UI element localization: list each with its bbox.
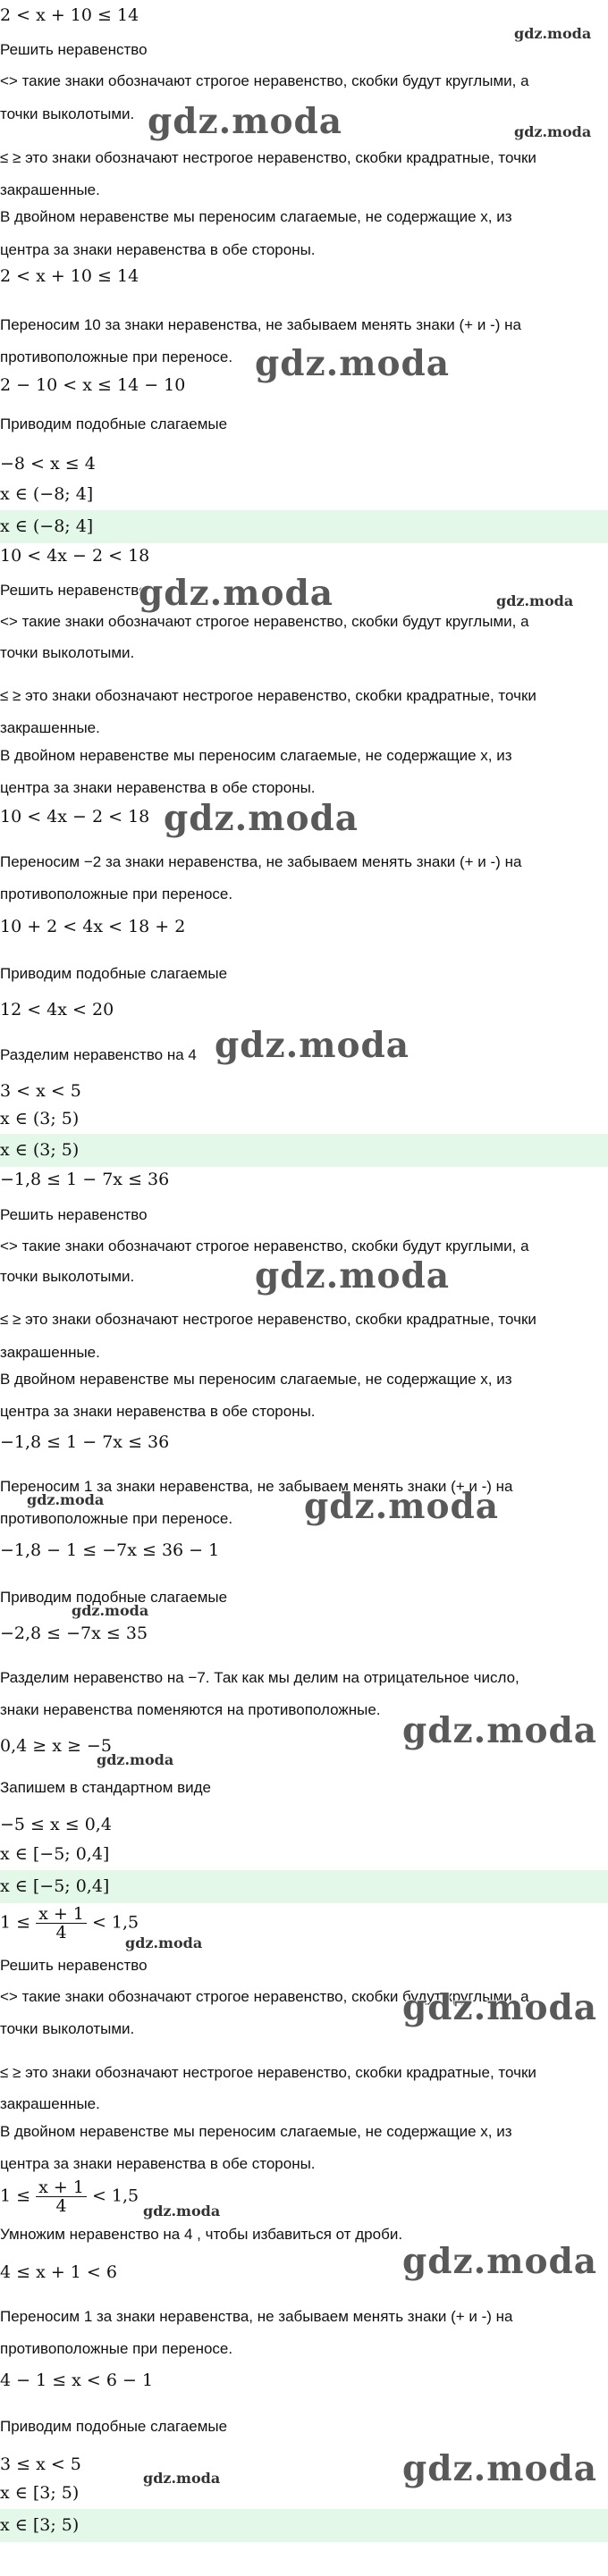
text-line: Приводим подобные слагаемые (0, 415, 228, 432)
text-line: Решить неравенство (0, 1957, 148, 1974)
answer-highlight (0, 1134, 608, 1167)
watermark: gdz.moda (97, 1751, 174, 1768)
text-line: Приводим подобные слагаемые (0, 965, 228, 982)
watermark: gdz.moda (125, 1934, 203, 1951)
text-line: ≤ ≥ это знаки обозначают нестрогое неравенство, скобки крадратные, точки (0, 687, 536, 704)
text-line: <> такие знаки обозначают строгое неравенство, скобки будут круглыми, а (0, 1988, 529, 2005)
text-line: <> такие знаки обозначают строгое неравенство, скобки будут круглыми, а (0, 72, 529, 89)
watermark: gdz.moda (402, 2241, 598, 2282)
expression: 2 < x + 10 ≤ 14 (0, 266, 139, 286)
answer-highlight (0, 2509, 608, 2542)
expression-part: < 1,5 (91, 1912, 139, 1933)
text-line: ≤ ≥ это знаки обозначают нестрогое неравенство, скобки крадратные, точки (0, 1311, 536, 1328)
text-line: противоположные при переносе. (0, 2340, 233, 2357)
text-line: центра за знаки неравенства в обе стороны. (0, 1403, 316, 1420)
expression: x ∈ (3; 5) (0, 1109, 80, 1129)
text-line: Умножим неравенство на 4 , чтобы избавиться от дроби. (0, 2226, 403, 2243)
text-line: закрашенные. (0, 1344, 100, 1361)
text-line: Переносим 1 за знаки неравенства, не забываем менять знаки (+ и -) на (0, 2308, 513, 2325)
expression: 2 < x + 10 ≤ 14 (0, 5, 139, 25)
text-line: В двойном неравенстве мы переносим слагаемые, не содержащие x, из (0, 747, 512, 764)
answer: x ∈ [−5; 0,4] (0, 1876, 110, 1896)
text-line: знаки неравенства поменяются на противоположные. (0, 1701, 381, 1718)
watermark: gdz.moda (255, 343, 451, 384)
text-line: ≤ ≥ это знаки обозначают нестрогое неравенство, скобки крадратные, точки (0, 149, 536, 166)
expression: 2 − 10 < x ≤ 14 − 10 (0, 375, 186, 395)
expression: −5 ≤ x ≤ 0,4 (0, 1815, 112, 1834)
expression: −8 < x ≤ 4 (0, 454, 96, 474)
watermark: gdz.moda (514, 25, 592, 42)
text-line: Решить неравенство (0, 41, 148, 58)
text-line: противоположные при переносе. (0, 348, 233, 365)
text-line: закрашенные. (0, 2095, 100, 2112)
expression-part: 1 ≤ (0, 2186, 37, 2206)
watermark: gdz.moda (27, 1491, 105, 1508)
text-line: Приводим подобные слагаемые (0, 2418, 228, 2435)
watermark: gdz.moda (139, 573, 334, 614)
fraction-expression (0, 1905, 139, 1942)
watermark: gdz.moda (255, 1255, 451, 1296)
watermark: gdz.moda (514, 123, 592, 140)
expression: 10 < 4x − 2 < 18 (0, 546, 150, 566)
numerator: x + 1 (36, 1905, 87, 1924)
text-line: В двойном неравенстве мы переносим слагаемые, не содержащие x, из (0, 1371, 512, 1388)
text-line: Переносим 1 за знаки неравенства, не забываем менять знаки (+ и -) на (0, 1478, 513, 1495)
fraction (36, 2178, 87, 2215)
expression: 10 < 4x − 2 < 18 (0, 807, 150, 827)
expression: x ∈ [3; 5) (0, 2483, 80, 2503)
expression-part: 1 ≤ (0, 1912, 37, 1933)
text-line: противоположные при переносе. (0, 1510, 233, 1527)
text-line: Переносим 10 за знаки неравенства, не забываем менять знаки (+ и -) на (0, 316, 521, 333)
text-line: Запишем в стандартном виде (0, 1779, 212, 1796)
text-line: закрашенные. (0, 181, 100, 198)
fraction (36, 1905, 87, 1942)
watermark: gdz.moda (72, 1602, 149, 1619)
answer-highlight (0, 510, 608, 543)
expression: −2,8 ≤ −7x ≤ 35 (0, 1624, 148, 1643)
denominator: 4 (55, 1923, 67, 1942)
expression: x ∈ (−8; 4] (0, 484, 94, 504)
text-line: точки выколотыми. (0, 644, 135, 661)
answer: x ∈ [3; 5) (0, 2515, 80, 2535)
watermark: gdz.moda (496, 592, 574, 609)
text-line: ≤ ≥ это знаки обозначают нестрогое неравенство, скобки крадратные, точки (0, 2064, 536, 2081)
text-line: Приводим подобные слагаемые (0, 1589, 228, 1606)
text-line: центра за знаки неравенства в обе стороны. (0, 241, 316, 258)
watermark: gdz.moda (304, 1486, 500, 1527)
text-line: противоположные при переносе. (0, 885, 233, 902)
text-line: точки выколотыми. (0, 105, 135, 122)
text-line: Разделим неравенство на 4 (0, 1046, 197, 1063)
fraction-expression (0, 2178, 139, 2215)
expression: 3 < x < 5 (0, 1081, 81, 1101)
text-line: закрашенные. (0, 719, 100, 736)
watermark: gdz.moda (164, 798, 359, 839)
answer-highlight (0, 1870, 608, 1903)
answer: x ∈ (3; 5) (0, 1140, 80, 1160)
text-line: Решить неравенство (0, 1206, 148, 1223)
numerator: x + 1 (36, 2178, 87, 2197)
text-line: Разделим неравенство на −7. Так как мы делим на отрицательное число, (0, 1669, 519, 1686)
watermark: gdz.moda (402, 1710, 598, 1751)
expression: 12 < 4x < 20 (0, 1000, 114, 1019)
denominator: 4 (55, 2196, 67, 2216)
text-line: <> такие знаки обозначают строгое неравенство, скобки будут круглыми, а (0, 613, 529, 630)
expression: −1,8 ≤ 1 − 7x ≤ 36 (0, 1170, 170, 1189)
expression: 0,4 ≥ x ≥ −5 (0, 1736, 112, 1756)
watermark: gdz.moda (402, 1987, 598, 2028)
expression: −1,8 ≤ 1 − 7x ≤ 36 (0, 1432, 170, 1452)
text-line: Переносим −2 за знаки неравенства, не забываем менять знаки (+ и -) на (0, 853, 522, 870)
text-line: точки выколотыми. (0, 2020, 135, 2037)
watermark: gdz.moda (402, 2448, 598, 2489)
watermark: gdz.moda (143, 2203, 221, 2219)
expression: −1,8 − 1 ≤ −7x ≤ 36 − 1 (0, 1540, 220, 1560)
text-line: точки выколотыми. (0, 1268, 135, 1285)
watermark: gdz.moda (148, 101, 343, 142)
text-line: <> такие знаки обозначают строгое неравенство, скобки будут круглыми, а (0, 1238, 529, 1254)
expression: 4 ≤ x + 1 < 6 (0, 2262, 117, 2282)
expression: 4 − 1 ≤ x < 6 − 1 (0, 2370, 154, 2390)
expression: x ∈ [−5; 0,4] (0, 1844, 110, 1864)
expression-part: < 1,5 (91, 2186, 139, 2206)
answer: x ∈ (−8; 4] (0, 516, 94, 536)
expression: 3 ≤ x < 5 (0, 2454, 81, 2474)
expression: 10 + 2 < 4x < 18 + 2 (0, 917, 186, 936)
text-line: В двойном неравенстве мы переносим слагаемые, не содержащие x, из (0, 208, 512, 225)
text-line: центра за знаки неравенства в обе стороны. (0, 2155, 316, 2172)
watermark: gdz.moda (143, 2470, 221, 2487)
text-line: Решить неравенство (0, 582, 148, 599)
watermark: gdz.moda (215, 1025, 410, 1066)
text-line: В двойном неравенстве мы переносим слагаемые, не содержащие x, из (0, 2123, 512, 2140)
text-line: центра за знаки неравенства в обе стороны. (0, 779, 316, 796)
